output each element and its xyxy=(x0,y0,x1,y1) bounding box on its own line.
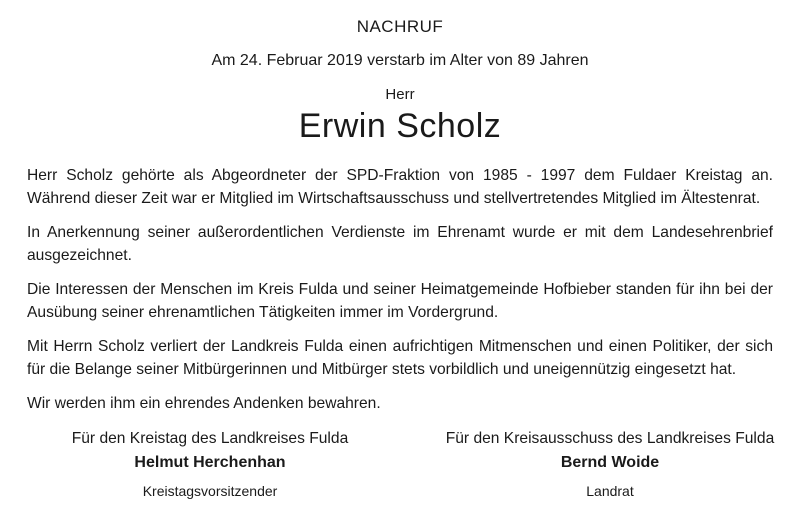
signature-block xyxy=(0,428,800,506)
deceased-name: Erwin Scholz xyxy=(298,107,502,145)
obituary-body xyxy=(27,164,773,426)
notice-heading: NACHRUF xyxy=(356,17,444,36)
paragraph-interests: Die Interessen der Menschen im Kreis Fulda und seiner Heimatgemeinde Hofbieber standen für ihn bei der Ausübung seiner ehrenamtlichen Tätigkeiten immer im Vordergrund. xyxy=(27,281,773,321)
signature-org: Für den Kreisausschuss des Landkreises Fulda xyxy=(445,430,775,447)
paragraph-honor: In Anerkennung seiner außerordentlichen Verdienste im Ehrenamt wurde er mit dem Landesehrenbrief ausgezeichnet. xyxy=(27,224,773,264)
signature-kreisausschuss xyxy=(420,428,800,506)
signature-role: Landrat xyxy=(586,483,634,499)
salutation: Herr xyxy=(385,86,415,103)
signature-person: Bernd Woide xyxy=(560,454,660,471)
signature-person: Helmut Herchenhan xyxy=(134,454,286,471)
paragraph-career: Herr Scholz gehörte als Abgeordneter der SPD-Fraktion von 1985 - 1997 dem Fuldaer Kreistag an. Während dieser Zeit war er Mitglied im Wirtschaftsausschuss und stellvertretendes Mitglied im Ältestenrat. xyxy=(27,167,773,207)
death-date-line: Am 24. Februar 2019 verstarb im Alter von 89 Jahren xyxy=(211,52,589,69)
signature-org: Für den Kreistag des Landkreises Fulda xyxy=(71,430,349,447)
paragraph-closing: Wir werden ihm ein ehrendes Andenken bewahren. xyxy=(27,395,381,412)
signature-role: Kreistagsvorsitzender xyxy=(142,483,278,499)
paragraph-tribute: Mit Herrn Scholz verliert der Landkreis Fulda einen aufrichtigen Mitmenschen und einen Politiker, der sich für die Belange seiner Mitbürgerinnen und Mitbürger stets vorbildlich und uneigennützig eingesetzt hat. xyxy=(27,338,773,378)
signature-kreistag xyxy=(0,428,420,506)
